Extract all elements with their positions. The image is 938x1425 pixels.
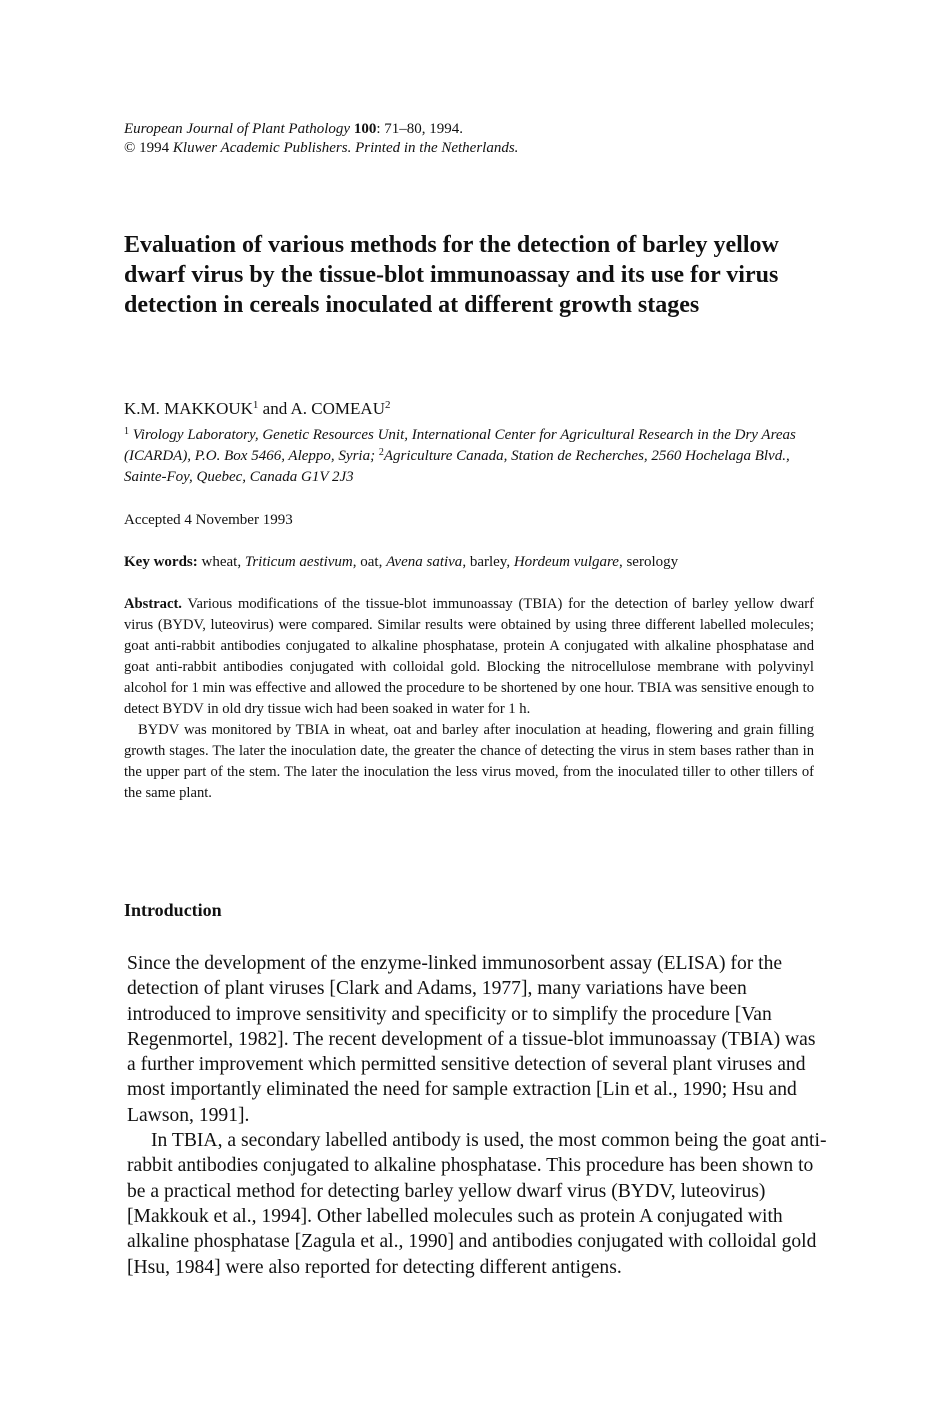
journal-name: European Journal of Plant Pathology (124, 121, 351, 137)
keyword-text: , serology (618, 554, 679, 570)
affiliation-marker: 2 (384, 399, 391, 411)
affiliation-text: Agriculture Canada, Station de Recherches, 2560 Hochelaga Blvd., Sainte-Foy, Quebec, Canada G1V 2J3 (124, 448, 790, 485)
affiliation-text: Virology Laboratory, Genetic Resources Unit, International Center for Agricultural Research in the Dry Areas (ICARDA), P.O. Box 5466, Aleppo, Syria; (124, 427, 796, 464)
abstract-paragraph: BYDV was monitored by TBIA in wheat, oat and barley after inoculation at heading, flowering and grain filling growth stages. The later the inoculation date, the greater the chance of detecting the virus in stem bases rather than in the upper part of the stem. The later the inoculation the less virus moved, from the inoculated tiller to other tillers of the same plant. (124, 722, 814, 801)
affiliation-marker: 1 (252, 399, 259, 411)
keyword-text: wheat, (197, 554, 245, 570)
keyword-species: Hordeum vulgare (513, 554, 619, 570)
abstract-label: Abstract. (124, 596, 182, 612)
keywords (124, 552, 844, 572)
accepted-date: Accepted 4 November 1993 (124, 512, 293, 528)
journal-pages: : 71–80, 1994. (376, 121, 464, 137)
publisher: Kluwer Academic Publishers. Printed in the Netherlands. (172, 140, 519, 156)
keyword-text: , barley, (462, 554, 514, 570)
keyword-text: , oat, (352, 554, 387, 570)
journal-header (124, 120, 518, 158)
paper-title: Evaluation of various methods for the detection of barley yellow dwarf virus by the tissue-blot immunoassay and its use for virus detection in cereals inoculated at different growth stages (124, 232, 779, 318)
keywords-label: Key words: (124, 554, 198, 570)
body-paragraph: In TBIA, a secondary labelled antibody is used, the most common being the goat anti-rabbit antibodies conjugated to alkaline phosphatase. This procedure has been shown to be a practical method for detecting barley yellow dwarf virus (BYDV, luteovirus) [Makkouk et al., 1994]. Other labelled molecules such as protein A conjugated with alkaline phosphatase [Zagula et al., 1990] and antibodies conjugated with colloidal gold [Hsu, 1984] were also reported for detecting different antigens. (127, 1130, 827, 1278)
section-heading-introduction: Introduction (124, 900, 222, 920)
journal-volume: 100 (353, 121, 377, 137)
journal-citation-line (124, 120, 518, 139)
copyright: © 1994 (124, 140, 170, 156)
author-conjunction: and (258, 399, 291, 418)
introduction-body (127, 951, 827, 1280)
body-paragraph: Since the development of the enzyme-linked immunosorbent assay (ELISA) for the detection of plant viruses [Clark and Adams, 1977], many variations have been introduced to improve sensitivity and specificity or to simplify the procedure [Van Regenmortel, 1982]. The recent development of a tissue-blot immunoassay (TBIA) was a further improvement which permitted sensitive detection of several plant viruses and most importantly eliminated the need for sample extraction [Lin et al., 1990; Hsu and Lawson, 1991]. (127, 953, 816, 1126)
abstract-paragraph (124, 594, 814, 720)
abstract (124, 594, 814, 804)
keyword-species: Avena sativa (386, 554, 463, 570)
author-list (124, 398, 390, 420)
copyright-line (124, 139, 518, 158)
keyword-species: Triticum aestivum (244, 554, 353, 570)
abstract-text: Various modifications of the tissue-blot immunoassay (TBIA) for the detection of barley yellow dwarf virus (BYDV, luteovirus) were compared. Similar results were obtained by using three different labelled molecules; goat anti-rabbit antibodies conjugated to alkaline phosphatase, protein A conjugated with alkaline phosphatase and goat anti-rabbit antibodies conjugated with colloidal gold. Blocking the nitrocellulose membrane with polyvinyl alcohol for 1 min was effective and allowed the procedure to be shortened by one hour. TBIA was sensitive enough to detect BYDV in old dry tissue wich had been soaked in water for 1 h. (124, 596, 814, 717)
author-name: K.M. MAKKOUK (124, 399, 253, 418)
affiliation-marker: 2 (378, 447, 384, 458)
affiliation-marker: 1 (124, 426, 129, 437)
author-name: A. COMEAU (290, 399, 385, 418)
affiliations (124, 425, 824, 488)
